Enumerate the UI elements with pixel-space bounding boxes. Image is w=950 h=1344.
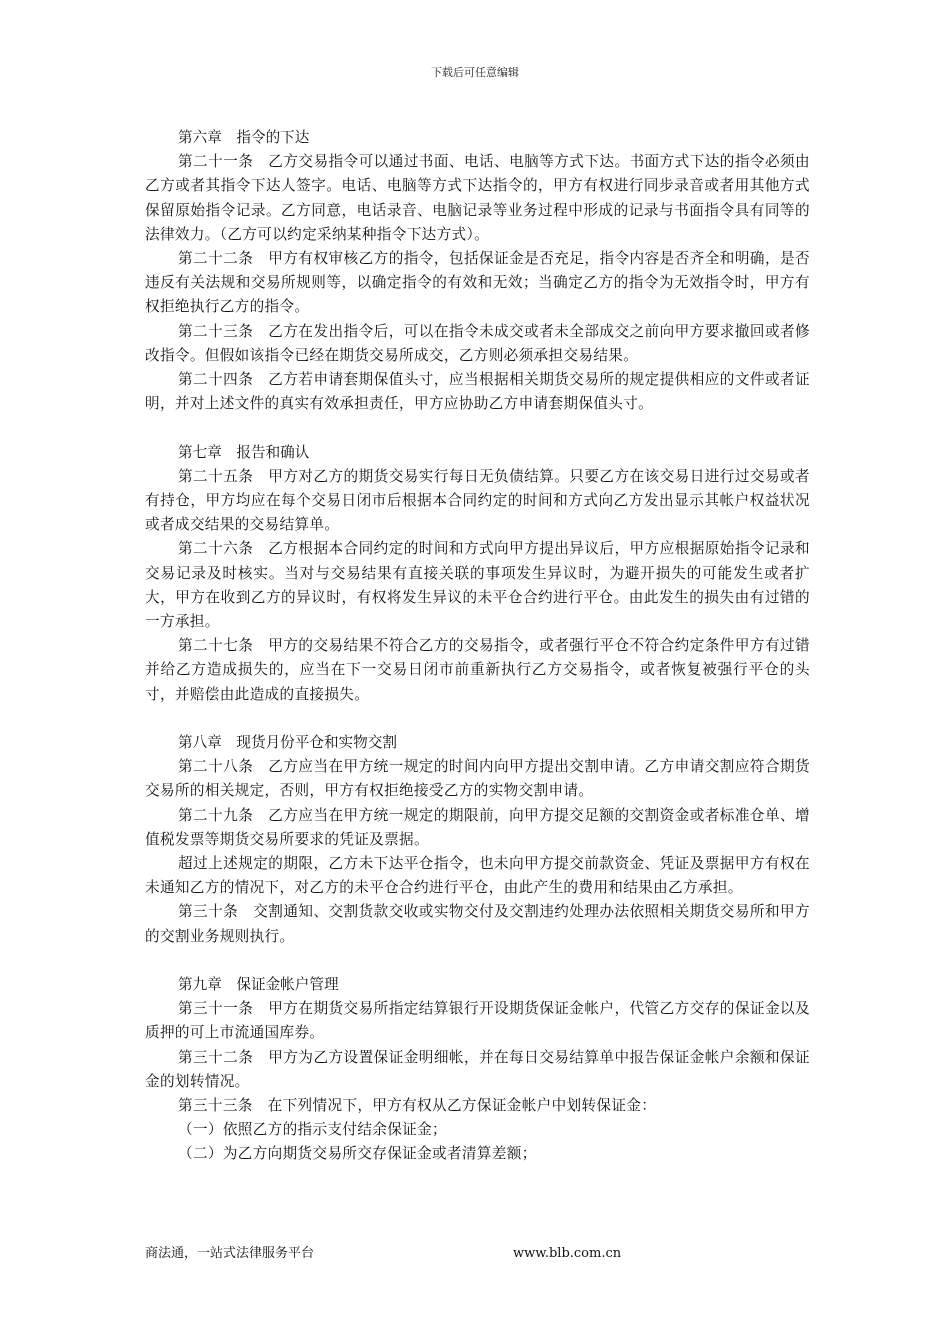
section-gap: [145, 949, 810, 973]
article-21: 第二十一条 乙方交易指令可以通过书面、电话、电脑等方式下达。书面方式下达的指令必须由乙方或者其指令下达人签字。电话、电脑等方式下达指令的，甲方有权进行同步录音或者用其他方式保留原始指令记录。乙方同意，电话录音、电脑记录等业务过程中形成的记录与书面指令具有同等的法律效力。（乙方可以约定采纳某种指令下达方式）。: [145, 153, 810, 243]
chapter-7: [145, 441, 810, 707]
article-24: 第二十四条 乙方若申请套期保值头寸，应当根据相关期货交易所的规定提供相应的文件或者证明，并对上述文件的真实有效承担责任，甲方应协助乙方申请套期保值头寸。: [145, 371, 810, 413]
article-31: 第三十一条 甲方在期货交易所指定结算银行开设期货保证金帐户，代管乙方交存的保证金以及质押的可上市流通国库券。: [145, 1000, 810, 1042]
footer-website-link[interactable]: www.blb.com.cn: [513, 1246, 622, 1261]
page-footer: [145, 1244, 810, 1264]
chapter-title: 第八章 现货月份平仓和实物交割: [178, 734, 397, 752]
article-22: 第二十二条 甲方有权审核乙方的指令，包括保证金是否充足，指令内容是否齐全和明确，是否违反有关法规和交易所规则等，以确定指令的有效和无效；当确定乙方的指令为无效指令时，甲方有权拒绝执行乙方的指令。: [145, 250, 810, 316]
article-29-continued: 超过上述规定的期限，乙方未下达平仓指令，也未向甲方提交前款资金、凭证及票据甲方有权在未通知乙方的情况下，对乙方的未平仓合约进行平仓，由此产生的费用和结果由乙方承担。: [145, 855, 810, 897]
chapter-6: [145, 126, 810, 416]
article-33-item-2: （二）为乙方向期货交易所交存保证金或者清算差额；: [178, 1145, 537, 1163]
article-33: 第三十三条 在下列情况下，甲方有权从乙方保证金帐户中划转保证金：: [178, 1097, 657, 1115]
article-27: 第二十七条 甲方的交易结果不符合乙方的交易指令，或者强行平仓不符合约定条件甲方有过错并给乙方造成损失的，应当在下一交易日闭市前重新执行乙方交易指令，或者恢复被强行平仓的头寸，并赔偿由此造成的直接损失。: [145, 637, 810, 703]
article-33-item-1: （一）依照乙方的指示支付结余保证金；: [178, 1121, 447, 1139]
article-28: 第二十八条 乙方应当在甲方统一规定的时间内向甲方提出交割申请。乙方申请交割应符合期货交易所的相关规定，否则，甲方有权拒绝接受乙方的实物交割申请。: [145, 758, 810, 800]
page-header: 下载后可任意编辑: [431, 66, 519, 79]
chapter-title: 第七章 报告和确认: [178, 443, 310, 461]
footer-platform-name: 商法通，一站式法律服务平台: [145, 1246, 315, 1261]
article-25: 第二十五条 甲方对乙方的期货交易实行每日无负债结算。只要乙方在该交易日进行过交易或者有持仓，甲方均应在每个交易日闭市后根据本合同约定的时间和方式向乙方发出显示其帐户权益状况或者成交结果的交易结算单。: [145, 467, 810, 534]
section-gap: [145, 707, 810, 731]
document-body: [145, 126, 810, 1167]
article-29: 第二十九条 乙方应当在甲方统一规定的期限前，向甲方提交足额的交割资金或者标准仓单、增值税发票等期货交易所要求的凭证及票据。: [145, 806, 810, 848]
chapter-title: 第九章 保证金帐户管理: [178, 976, 339, 994]
article-30: 第三十条 交割通知、交割货款交收或实物交付及交割违约处理办法依照相关期货交易所和甲方的交割业务规则执行。: [145, 903, 810, 945]
chapter-9: [145, 973, 810, 1167]
article-26: 第二十六条 乙方根据本合同约定的时间和方式向甲方提出异议后，甲方应根据原始指令记录和交易记录及时核实。当对与交易结果有直接关联的事项发生异议时，为避开损失的可能发生或者扩大，甲方在收到乙方的异议时，有权将发生异议的未平仓合约进行平仓。由此发生的损失由有过错的一方承担。: [145, 540, 810, 631]
section-gap: [145, 416, 810, 440]
article-32: 第三十二条 甲方为乙方设置保证金明细帐，并在每日交易结算单中报告保证金帐户余额和保证金的划转情况。: [145, 1048, 810, 1090]
article-23: 第二十三条 乙方在发出指令后，可以在指令未成交或者未全部成交之前向甲方要求撤回或者修改指令。但假如该指令已经在期货交易所成交，乙方则必须承担交易结果。: [145, 322, 810, 364]
chapter-8: [145, 731, 810, 949]
chapter-title: 第六章 指令的下达: [178, 129, 310, 146]
